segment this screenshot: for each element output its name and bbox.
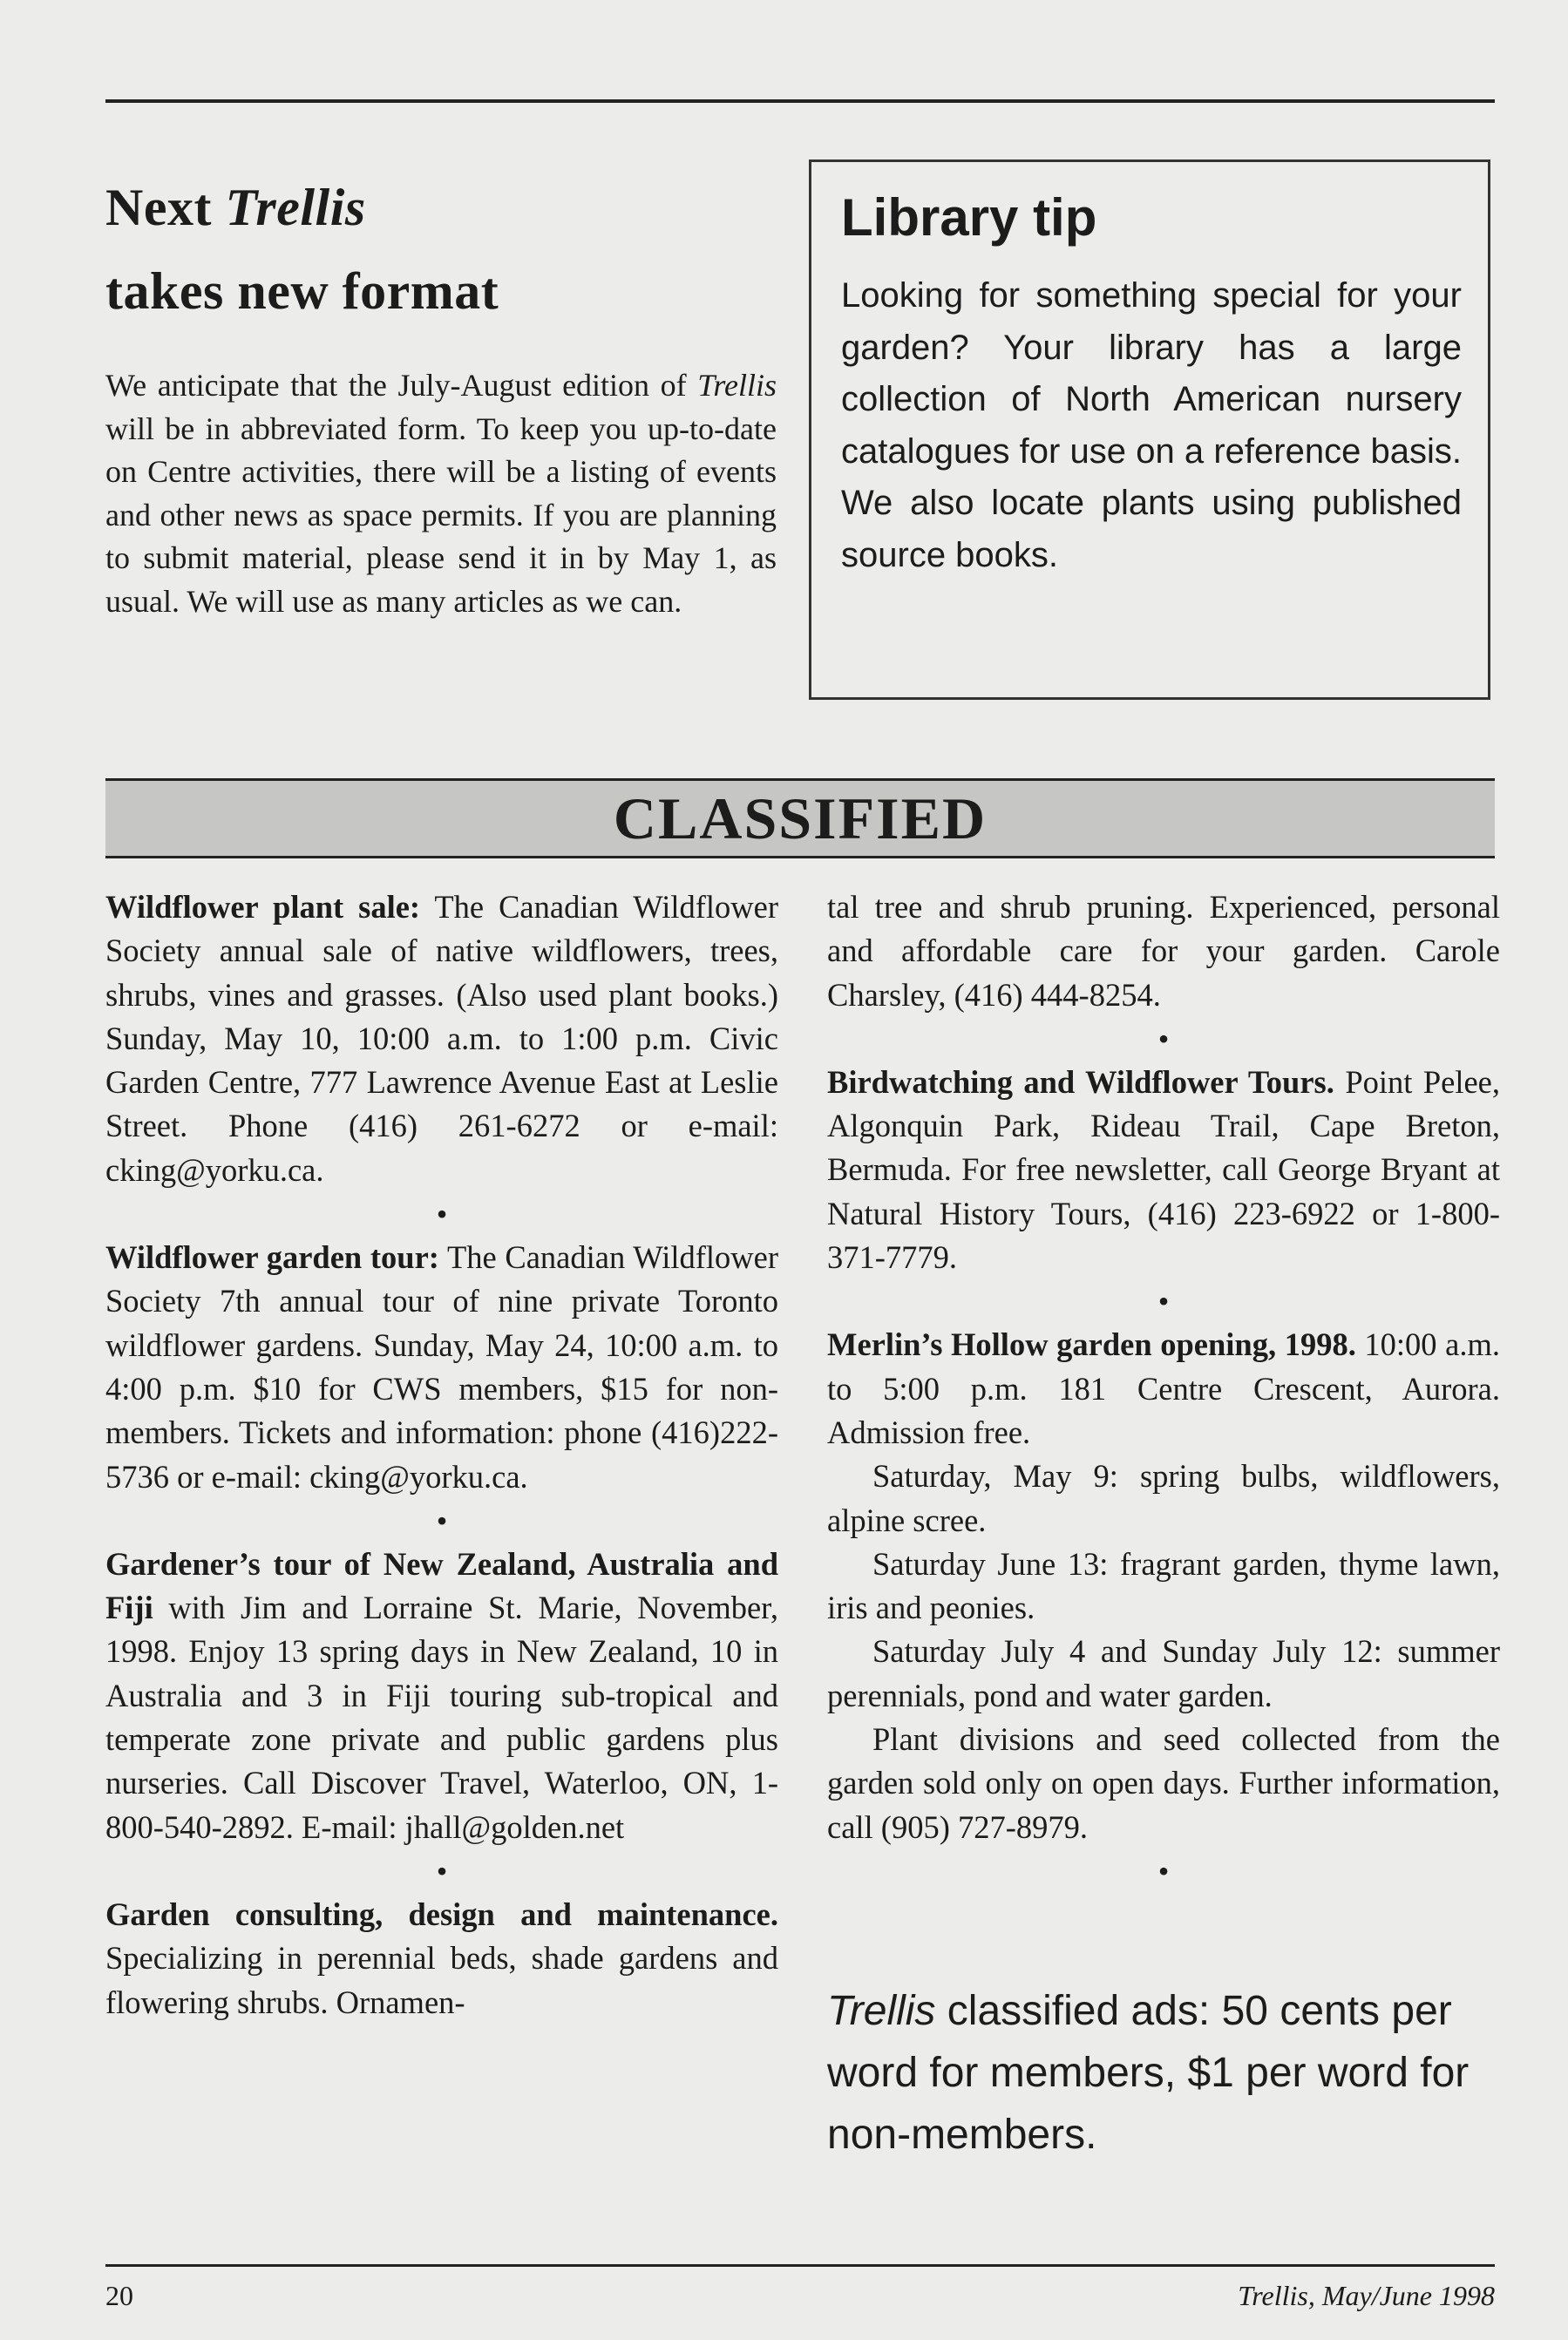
article-headline <box>105 166 777 333</box>
classified-left-column <box>105 885 778 2025</box>
bullet-separator: • <box>1157 1284 1170 1319</box>
top-rule <box>105 99 1495 103</box>
ad-body: The Canadian Wildflower Society 7th annual tour of nine private Toronto wildflower gardens. Sunday, May 24, 10:00 a.m. to 4:00 p.m. $10 for CWS members, $15 for non-members. Tickets and information: phone (416)222-5736 or e-mail: cking@yorku.ca. <box>105 1239 778 1495</box>
headline-line1-italic: Trellis <box>225 179 366 236</box>
classified-rates <box>827 1980 1498 2166</box>
article-body-post: will be in abbreviated form. To keep you up-to-date on Centre activities, there will be a listing of events and other news as space permits. If you are planning to submit material, please send it in by May 1, as usual. We will use as many articles as we can. <box>105 410 777 619</box>
library-tip-body: Looking for something special for your garden? Your library has a large collection of North American nursery catalogues for use on a reference basis. We also locate plants using published source books. <box>841 276 1462 574</box>
ad-body: with Jim and Lorraine St. Marie, November, 1998. Enjoy 13 spring days in New Zealand, 10 in Australia and 3 in Fiji touring sub-tropical and temperate zone private and public gardens plus nurseries. Call Discover Travel, Waterloo, ON, 1-800-540-2892. E-mail: jhall@golden.net <box>105 1590 778 1845</box>
ad-title: Birdwatching and Wildflower Tours. <box>827 1063 1334 1100</box>
article-body-pre: We anticipate that the July-August edition of <box>105 368 698 403</box>
bullet-separator: • <box>436 1502 448 1538</box>
ad-body: The Canadian Wildflower Society annual sale of native wildflowers, trees, shrubs, vines and grasses. (Also used plant books.) Sunday, May 10, 10:00 a.m. to 1:00 p.m. Civic Garden Centre, 777 Lawrence Avenue East at Leslie Street. Phone (416) 261-6272 or e-mail: cking@yorku.ca. <box>105 889 778 1188</box>
ad-garden-consulting-continued: tal tree and shrub pruning. Experienced, personal and affordable care for your garden. Carole Charsley, (416) 444-8254. <box>827 889 1500 1013</box>
ad-body: Specializing in perennial beds, shade gardens and flowering shrubs. Ornamen- <box>105 1940 778 2020</box>
ad-title: Wildflower garden tour: <box>105 1239 439 1276</box>
ad-title: Garden consulting, design and maintenance. <box>105 1896 778 1932</box>
headline-line1-pre: Next <box>105 179 226 236</box>
ad-new-zealand-tour <box>105 1543 778 1849</box>
classified-right-column <box>827 885 1500 1893</box>
page-number: 20 <box>105 2280 133 2311</box>
article-body <box>105 364 777 623</box>
classified-heading: CLASSIFIED <box>613 785 988 851</box>
bullet-separator: • <box>436 1197 448 1232</box>
ad-birdwatching-tours <box>827 1061 1500 1279</box>
merlin-date-july: Saturday July 4 and Sunday July 12: summer perennials, pond and water garden. <box>827 1633 1500 1713</box>
article-body-italic: Trellis <box>697 368 777 403</box>
bullet-separator: • <box>436 1853 448 1889</box>
ad-wildflower-garden-tour <box>105 1236 778 1499</box>
ad-title: Merlin’s Hollow garden opening, 1998. <box>827 1326 1356 1363</box>
headline-line2: takes new format <box>105 262 499 320</box>
rates-text: classified ads: 50 cents per word for members, $1 per word for non-members. <box>827 1988 1470 2158</box>
ad-title: Wildflower plant sale: <box>105 889 421 925</box>
ad-body: Point Pelee, Algonquin Park, Rideau Trail, Cape Breton, Bermuda. For free newsletter, call George Bryant at Natural History Tours, (416) 223-6922 or 1-800-371-7779. <box>827 1063 1500 1276</box>
footer-publication: Trellis, May/June 1998 <box>1238 2280 1495 2311</box>
library-tip-title: Library tip <box>841 188 1097 247</box>
ad-body: 10:00 a.m. to 5:00 p.m. 181 Centre Crescent, Aurora. Admission free. <box>827 1326 1500 1450</box>
ad-merlins-hollow <box>827 1323 1500 1455</box>
library-tip-box <box>809 159 1490 700</box>
ad-garden-consulting <box>105 1893 778 2025</box>
bullet-separator: • <box>1157 1853 1170 1889</box>
classified-bottom-rule <box>105 856 1495 858</box>
bullet-separator: • <box>1157 1021 1170 1056</box>
bottom-rule <box>105 2264 1495 2267</box>
rates-italic: Trellis <box>827 1988 936 2034</box>
next-trellis-article <box>105 166 777 623</box>
merlin-date-may: Saturday, May 9: spring bulbs, wildflowers, alpine scree. <box>827 1458 1500 1538</box>
merlin-plant-divisions: Plant divisions and seed collected from the garden sold only on open days. Further information, call (905) 727-8979. <box>827 1721 1500 1845</box>
merlin-date-june: Saturday June 13: fragrant garden, thyme lawn, iris and peonies. <box>827 1545 1500 1626</box>
ad-wildflower-plant-sale <box>105 885 778 1192</box>
ad-title: Gardener’s tour of New Zealand, Australia and Fiji <box>105 1545 778 1626</box>
